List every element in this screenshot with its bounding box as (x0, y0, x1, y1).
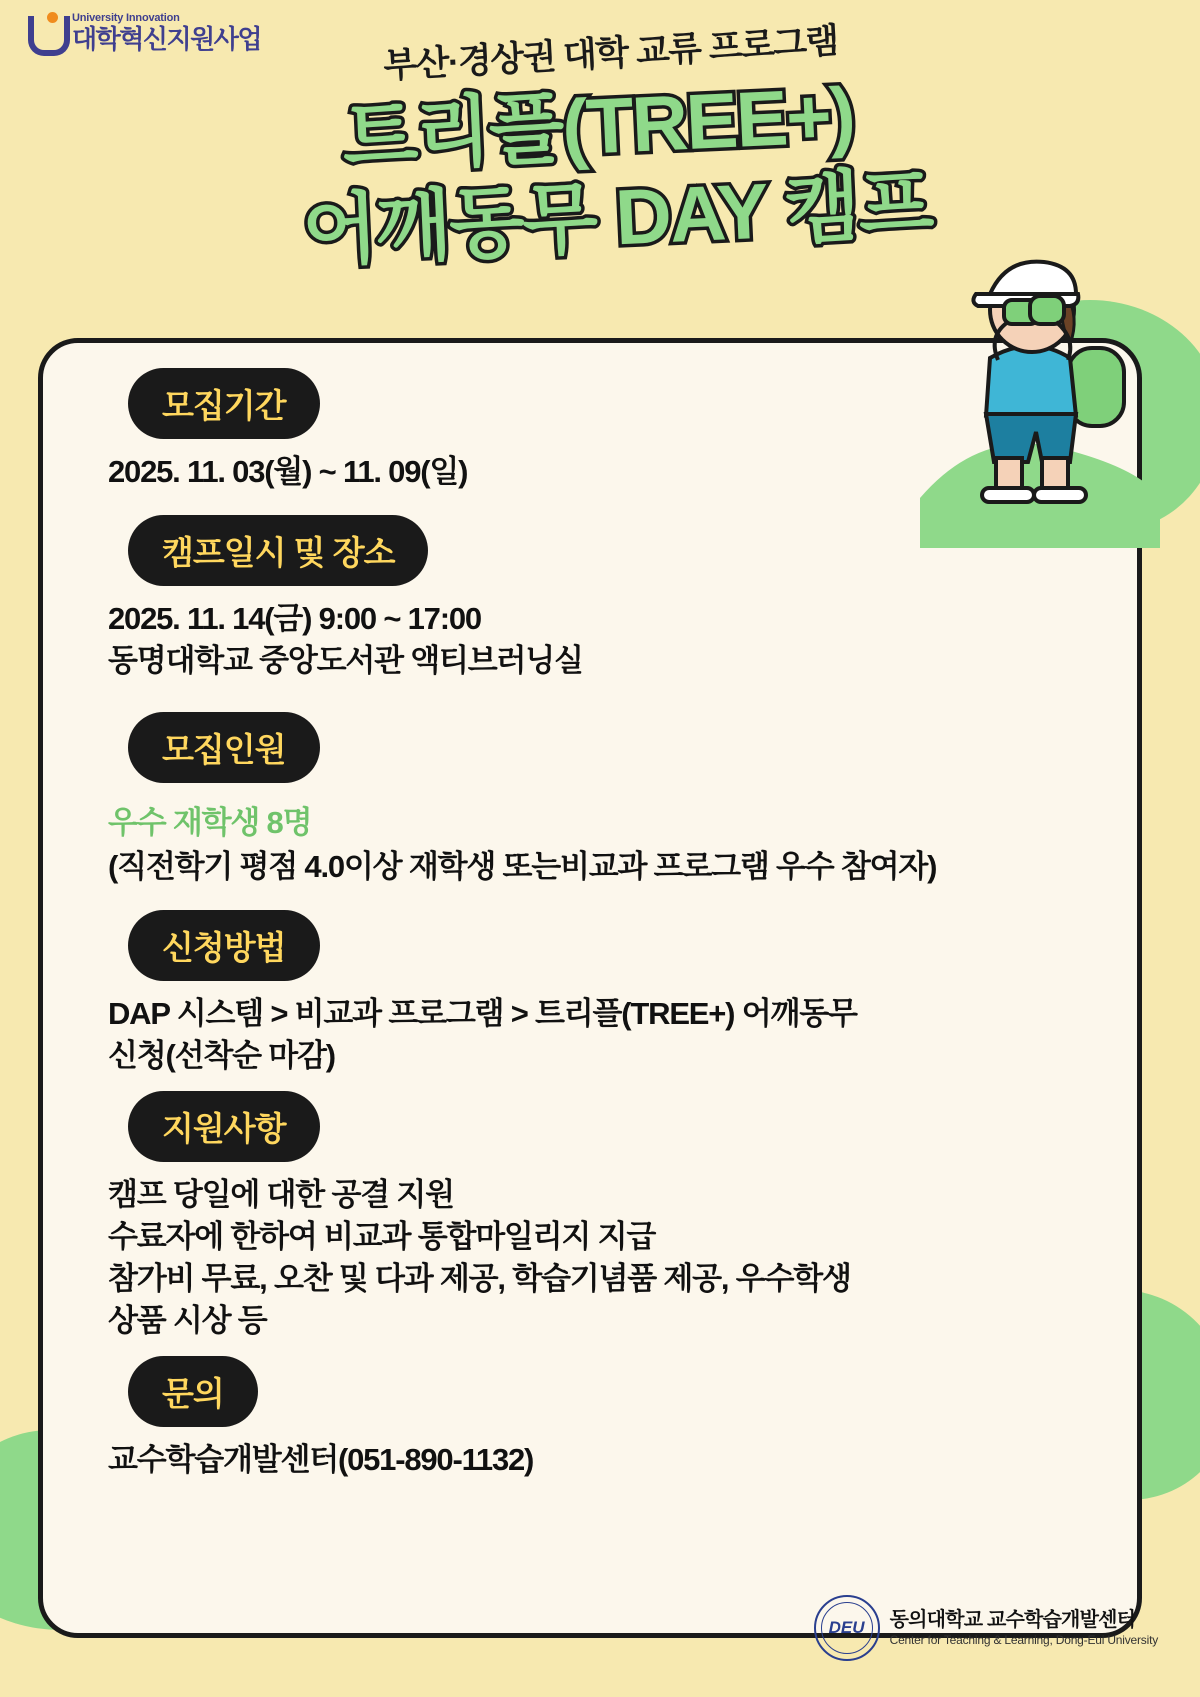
section-contact-value: 교수학습개발센터(051-890-1132) (108, 1442, 534, 1477)
dong-eui-seal-icon (814, 1595, 880, 1661)
poster-title-line-1: 트리플(TREE+) (340, 70, 856, 182)
section-datetime-value-2: 동명대학교 중앙도서관 액티브러닝실 (108, 643, 583, 678)
section-support (98, 1091, 1082, 1342)
section-support-value-2: 수료자에 한하여 비교과 통합마일리지 지급 (108, 1219, 656, 1254)
section-apply-label: 신청방법 (128, 910, 320, 981)
section-apply-value-2: 신청(선착순 마감) (108, 1038, 335, 1073)
mascot-illustration (920, 248, 1160, 548)
section-contact-label: 문의 (128, 1356, 258, 1427)
section-contact (98, 1356, 1082, 1481)
section-capacity-note: (직전학기 평점 4.0이상 재학생 또는비교과 프로그램 우수 참여자) (108, 849, 937, 884)
section-capacity (98, 712, 1082, 888)
section-apply-value-1: DAP 시스템 > 비교과 프로그램 > 트리플(TREE+) 어깨동무 (108, 996, 857, 1031)
logo-main-label-2: 지원사업 (166, 24, 261, 54)
logo-top-label: University Innovation (72, 12, 180, 24)
logo-u-icon (26, 12, 66, 58)
section-capacity-label: 모집인원 (128, 712, 320, 783)
section-support-value-4: 상품 시상 등 (108, 1303, 267, 1338)
seal-text: DEU (828, 1618, 865, 1637)
section-datetime-value-1: 2025. 11. 14(금) 9:00 ~ 17:00 (108, 601, 481, 636)
poster-supertitle: 부산·경상권 대학 교류 프로그램 (381, 21, 839, 86)
poster-title-block (0, 21, 1200, 276)
university-innovation-logo (26, 12, 261, 58)
section-support-value-1: 캠프 당일에 대한 공결 지원 (108, 1177, 454, 1212)
section-support-value-3: 참가비 무료, 오찬 및 다과 제공, 학습기념품 제공, 우수학생 (108, 1261, 851, 1296)
footer-org-en: Center for Teaching & Learning, Dong-Eui University (889, 1633, 1158, 1647)
footer-org-ko: 동의대학교 교수학습개발센터 (889, 1609, 1136, 1631)
section-support-label: 지원사항 (128, 1091, 320, 1162)
logo-main-label-1: 대학혁신 (72, 24, 167, 54)
section-datetime-label: 캠프일시 및 장소 (128, 515, 428, 586)
poster-title-line-2: 어깨동무 DAY 캠프 (300, 159, 934, 276)
section-apply (98, 910, 1082, 1077)
section-period-label: 모집기간 (128, 368, 320, 439)
section-period-value: 2025. 11. 03(월) ~ 11. 09(일) (108, 454, 468, 489)
footer-organization-logo (814, 1595, 1158, 1661)
section-capacity-highlight: 우수 재학생 8명 (108, 805, 312, 840)
